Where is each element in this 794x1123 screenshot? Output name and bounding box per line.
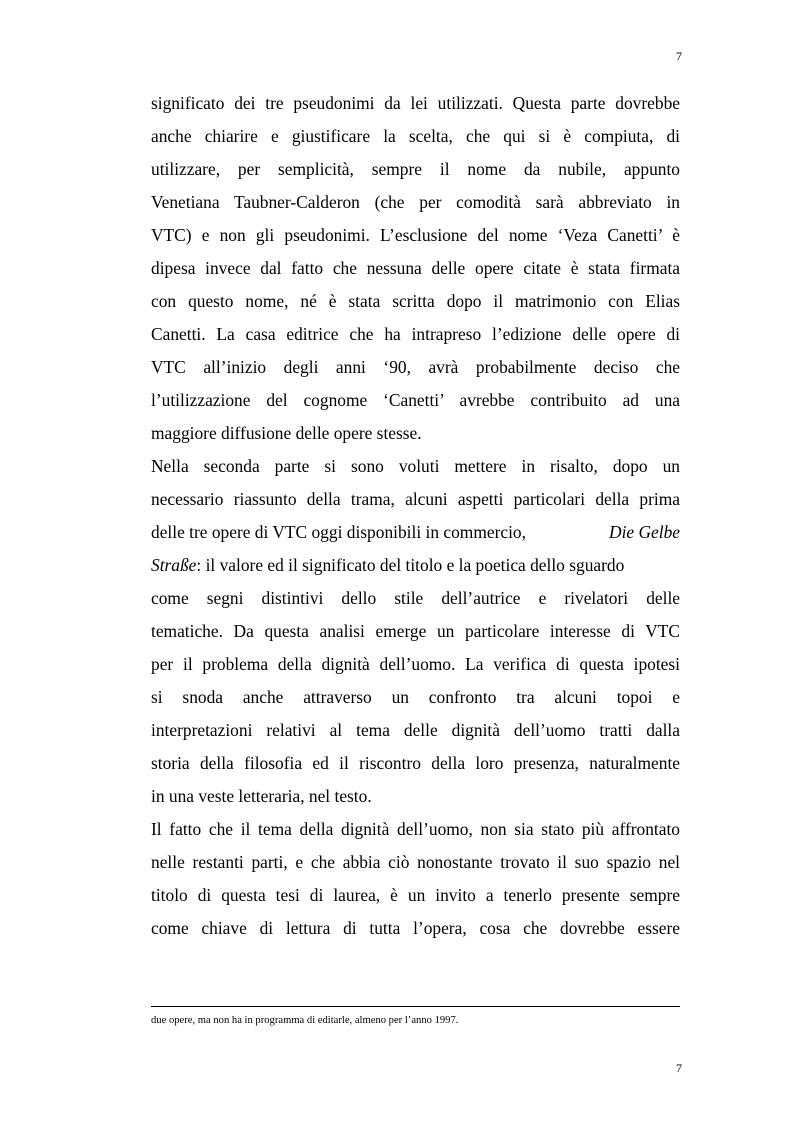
text-line: si snoda anche attraverso un confronto tra alcuni topoi e <box>151 687 680 707</box>
text-line: utilizzare, per semplicità, sempre il nome da nubile, appunto <box>151 159 680 179</box>
text-line: Venetiana Taubner-Calderon (che per comodità sarà abbreviato in <box>151 192 680 212</box>
body-text <box>151 87 680 945</box>
text-line: come chiave di lettura di tutta l’opera, cosa che dovrebbe essere <box>151 918 680 938</box>
text-line: anche chiarire e giustificare la scelta, che qui si è compiuta, di <box>151 126 680 146</box>
text-line: come segni distintivi dello stile dell’autrice e rivelatori delle <box>151 588 680 608</box>
book-title-part: Die Gelbe <box>609 522 680 542</box>
text-line: dipesa invece dal fatto che nessuna delle opere citate è stata firmata <box>151 258 680 278</box>
text-line: interpretazioni relativi al tema delle dignità dell’uomo tratti dalla <box>151 720 680 740</box>
text-line: in una veste letteraria, nel testo. <box>151 786 372 806</box>
text-line-part: delle tre opere di VTC oggi disponibili in commercio, <box>151 522 526 542</box>
text-line: significato dei tre pseudonimi da lei utilizzati. Questa parte dovrebbe <box>151 93 680 113</box>
text-line-with-title <box>151 516 680 549</box>
text-line: l’utilizzazione del cognome ‘Canetti’ avrebbe contribuito ad una <box>151 390 680 410</box>
text-line-with-title <box>151 549 680 582</box>
text-line: maggiore diffusione delle opere stesse. <box>151 423 422 443</box>
text-line: necessario riassunto della trama, alcuni aspetti particolari della prima <box>151 489 680 509</box>
text-line: Nella seconda parte si sono voluti mettere in risalto, dopo un <box>151 456 680 476</box>
text-line: VTC all’inizio degli anni ‘90, avrà probabilmente deciso che <box>151 357 680 377</box>
footnote-divider <box>151 1006 680 1007</box>
page-number-bottom: 7 <box>676 1061 682 1075</box>
footnote: due opere, ma non ha in programma di editarle, almeno per l’anno 1997. <box>151 1015 459 1026</box>
text-line: Il fatto che il tema della dignità dell’uomo, non sia stato più affrontato <box>151 819 680 839</box>
text-line-part: : il valore ed il significato del titolo e la poetica dello sguardo <box>196 555 625 575</box>
text-line: VTC) e non gli pseudonimi. L’esclusione del nome ‘Veza Canetti’ è <box>151 225 680 245</box>
page-number-top: 7 <box>676 49 682 63</box>
text-line: Canetti. La casa editrice che ha intrapreso l’edizione delle opere di <box>151 324 680 344</box>
text-line: titolo di questa tesi di laurea, è un invito a tenerlo presente sempre <box>151 885 680 905</box>
text-line: storia della filosofia ed il riscontro della loro presenza, naturalmente <box>151 753 680 773</box>
book-title-part: Straße <box>151 555 197 575</box>
text-line: nelle restanti parti, e che abbia ciò nonostante trovato il suo spazio nel <box>151 852 680 872</box>
text-line: con questo nome, né è stata scritta dopo il matrimonio con Elias <box>151 291 680 311</box>
text-line: tematiche. Da questa analisi emerge un particolare interesse di VTC <box>151 621 680 641</box>
text-line: per il problema della dignità dell’uomo. La verifica di questa ipotesi <box>151 654 680 674</box>
